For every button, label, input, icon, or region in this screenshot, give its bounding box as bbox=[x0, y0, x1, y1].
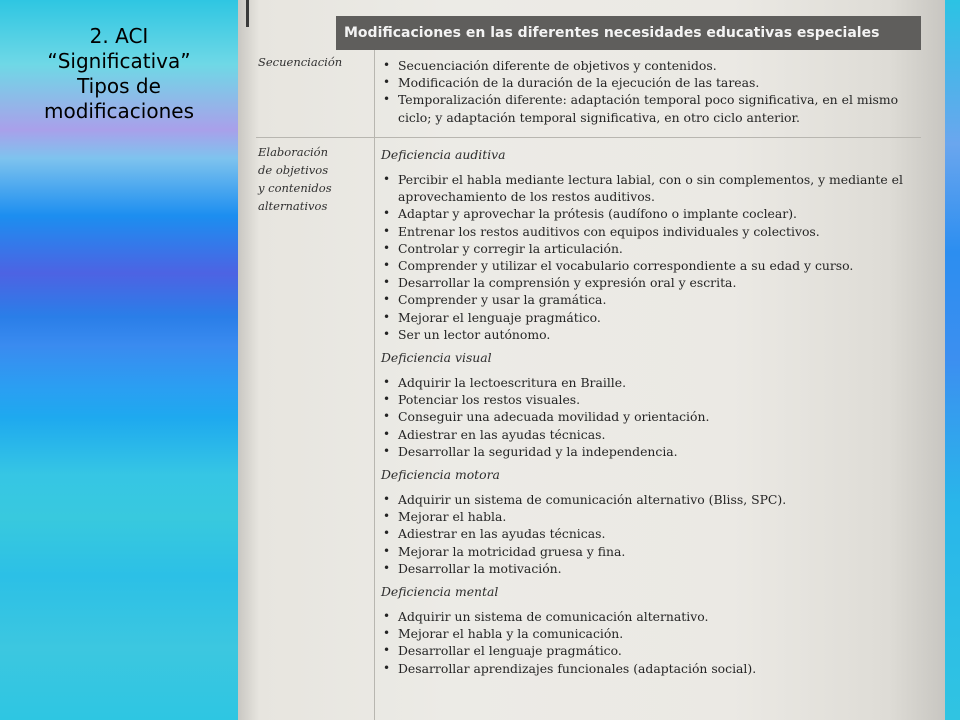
list-item-continuation: aprovechamiento de los restos auditivos. bbox=[398, 189, 655, 205]
list-item: • Ser un lector autónomo. bbox=[381, 326, 911, 343]
list-item: • Mejorar el habla y la comunicación. bbox=[381, 625, 911, 642]
row-content-elaboracion bbox=[381, 146, 911, 683]
section-deficiencia-mental bbox=[381, 583, 911, 677]
slide-title-line: “Significativa” bbox=[47, 49, 191, 73]
page-corner-mark bbox=[246, 0, 263, 27]
row-label-line: Elaboración bbox=[258, 145, 329, 159]
bullet-list bbox=[381, 608, 911, 677]
column-divider bbox=[374, 50, 375, 720]
list-item: • Mejorar el lenguaje pragmático. bbox=[381, 309, 911, 326]
row-label-elaboracion bbox=[258, 143, 368, 215]
list-item: • Potenciar los restos visuales. bbox=[381, 391, 911, 408]
slide-title-line: modificaciones bbox=[43, 99, 194, 123]
list-item: • Temporalización diferente: adaptación temporal poco significativa, en el mismo bbox=[381, 91, 911, 108]
scanned-document bbox=[238, 0, 945, 720]
section-deficiencia-visual bbox=[381, 349, 911, 460]
list-item: • Adaptar y aprovechar la prótesis (audífono o implante coclear). bbox=[381, 205, 911, 222]
list-item: • Desarrollar aprendizajes funcionales (adaptación social). bbox=[381, 660, 911, 677]
list-item: • Adquirir la lectoescritura en Braille. bbox=[381, 374, 911, 391]
list-item-continuation: ciclo; y adaptación temporal significativa, en otro ciclo anterior. bbox=[398, 109, 800, 125]
bullet-list bbox=[381, 57, 911, 126]
list-item: • Modificación de la duración de la ejecución de las tareas. bbox=[381, 74, 911, 91]
bullet-list bbox=[381, 491, 911, 577]
list-item: • Conseguir una adecuada movilidad y orientación. bbox=[381, 408, 911, 425]
bullet-list bbox=[381, 374, 911, 460]
section-heading: Deficiencia visual bbox=[381, 350, 492, 366]
row-label-line: alternativos bbox=[258, 199, 328, 213]
list-item: • Comprender y utilizar el vocabulario correspondiente a su edad y curso. bbox=[381, 257, 911, 274]
list-item: • Controlar y corregir la articulación. bbox=[381, 240, 911, 257]
row-label-line: y contenidos bbox=[258, 181, 332, 195]
row-content-secuenciacion bbox=[381, 57, 911, 126]
row-label-line: de objetivos bbox=[258, 163, 329, 177]
slide-title-line: Tipos de bbox=[77, 74, 161, 98]
section-heading: Deficiencia auditiva bbox=[381, 147, 506, 162]
list-item: • Adquirir un sistema de comunicación alternativo. bbox=[381, 608, 911, 625]
list-item: • Percibir el habla mediante lectura labial, con o sin complementos, y mediante el bbox=[381, 171, 911, 188]
slide-title bbox=[0, 24, 238, 124]
list-item: • Mejorar el habla. bbox=[381, 508, 911, 525]
list-item: • Desarrollar la motivación. bbox=[381, 560, 911, 577]
section-deficiencia-motora bbox=[381, 466, 911, 577]
list-item: • Adiestrar en las ayudas técnicas. bbox=[381, 525, 911, 542]
row-label-secuenciacion: Secuenciación bbox=[258, 55, 343, 69]
list-item: • Mejorar la motricidad gruesa y fina. bbox=[381, 543, 911, 560]
list-item: • Desarrollar la comprensión y expresión oral y escrita. bbox=[381, 274, 911, 291]
section-heading: Deficiencia mental bbox=[381, 584, 499, 600]
section-heading: Deficiencia motora bbox=[381, 467, 500, 483]
list-item: • Comprender y usar la gramática. bbox=[381, 291, 911, 308]
table-header: Modificaciones en las diferentes necesidades educativas especiales bbox=[336, 16, 921, 50]
list-item: • Desarrollar el lenguaje pragmático. bbox=[381, 642, 911, 659]
section-deficiencia-auditiva bbox=[381, 146, 911, 343]
list-item: • Desarrollar la seguridad y la independencia. bbox=[381, 443, 911, 460]
row-divider bbox=[256, 137, 921, 138]
slide-title-line: 2. ACI bbox=[89, 24, 149, 48]
list-item: • Adquirir un sistema de comunicación alternativo (Bliss, SPC). bbox=[381, 491, 911, 508]
list-item: • Entrenar los restos auditivos con equipos individuales y colectivos. bbox=[381, 223, 911, 240]
bullet-list bbox=[381, 171, 911, 343]
list-item: • Secuenciación diferente de objetivos y contenidos. bbox=[381, 57, 911, 74]
list-item: • Adiestrar en las ayudas técnicas. bbox=[381, 426, 911, 443]
right-gradient-strip bbox=[945, 0, 960, 720]
